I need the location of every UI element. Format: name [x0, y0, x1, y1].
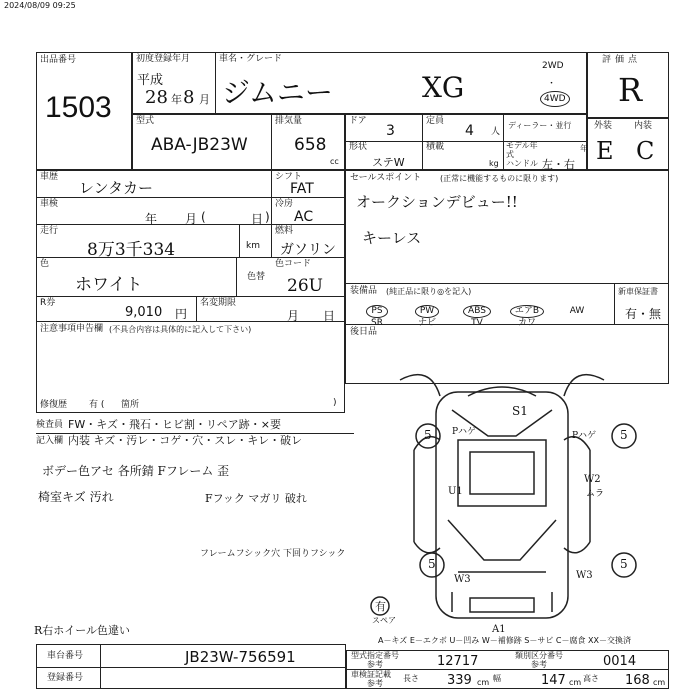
sales-point-label: セールスポイント: [350, 173, 422, 183]
color-value: ホワイト: [75, 275, 143, 295]
repair-label: 修復歴: [40, 400, 68, 410]
mileage-unit: km: [246, 241, 260, 251]
handle-right: 右: [564, 158, 575, 171]
handle-left: 左: [542, 158, 553, 171]
exterior-label: 外装: [594, 121, 613, 131]
capacity-value: 4: [465, 123, 474, 139]
registration-label: 初度登録年月: [136, 54, 191, 64]
class-no-label: 類別区分番号: [515, 651, 563, 660]
spare-label: スペア: [372, 616, 396, 625]
damage-legend: A－キズ E－エクボ U－凹み W－補修跡 S－サビ C－腐食 XX－交換済: [378, 636, 632, 645]
registration-month: 8: [183, 87, 195, 108]
equipment-label: 装備品: [350, 286, 378, 296]
expiry-month: 月: [287, 309, 300, 323]
entry-items: 内装 キズ・汚レ・コゲ・穴・スレ・キレ・破レ: [68, 434, 303, 447]
equipment-item-top: エアB: [510, 305, 544, 318]
color-code-value: 26U: [287, 276, 323, 296]
notes-label: 注意事項申告欄: [40, 324, 104, 334]
type-no-sub: 参考: [367, 660, 383, 669]
model-grade: XG: [422, 71, 465, 104]
registered-label: 登録番号: [47, 673, 84, 683]
dimensions-box: [346, 669, 669, 689]
displacement-unit: cc: [330, 157, 339, 166]
width-value: 147: [541, 673, 566, 688]
timestamp: 2024/08/09 09:25: [4, 1, 76, 10]
dimensions-sub: 参考: [367, 679, 383, 688]
load-unit: kg: [489, 159, 499, 168]
interior-label: 内装: [634, 121, 653, 131]
shape-label: 形状: [349, 142, 368, 152]
class-no-value: 0014: [603, 654, 637, 669]
inspector-items: FW・キズ・飛石・ヒビ割・リペア跡・×要: [68, 418, 281, 431]
model-box: 車名・グレード ジムニー XG 2WD ・ 4WD: [215, 52, 587, 114]
handle-label: ハンドル: [506, 159, 538, 168]
warranty-no: 無: [649, 307, 662, 321]
equipment-item-bottom: TV: [471, 318, 483, 328]
width-unit: cm: [569, 678, 582, 687]
equipment-item-top: PW: [415, 305, 439, 318]
ac-value: AC: [294, 209, 314, 225]
registration-year: 28: [145, 87, 168, 108]
length-value: 339: [447, 673, 472, 688]
inspector-note-5: R右ホイール色違い: [34, 624, 131, 637]
equipment-item-bottom: カワ: [517, 318, 536, 328]
type-no-value: 12717: [437, 654, 479, 669]
registration-month-unit: 月: [199, 93, 210, 106]
rating-value: R: [618, 71, 643, 109]
height-value: 168: [625, 673, 650, 688]
displacement-value: 658: [294, 135, 327, 155]
doors-value: 3: [386, 123, 395, 139]
inspector-note-2: 椅室キズ 汚れ: [38, 490, 114, 504]
expiry-day: 日: [323, 309, 336, 323]
class-no-sub: 参考: [531, 660, 547, 669]
shift-value: FAT: [290, 181, 314, 197]
mark-mura: ムラ: [586, 489, 605, 499]
mark-pillar-l: Pハゲ: [452, 427, 477, 437]
doors-label: ドア: [349, 116, 367, 126]
mileage-value: 8万3千334: [87, 240, 176, 260]
registration-era: 平成: [137, 73, 164, 88]
mark-w3-right: W3: [576, 570, 593, 581]
model-year-unit: 年: [580, 144, 588, 153]
height-label: 高さ: [583, 674, 599, 683]
inspector-label: 検査員: [36, 420, 64, 430]
capacity-unit: 人: [491, 127, 501, 137]
notes-sub: (不具合内容は具体的に記入して下さい): [109, 325, 252, 334]
lot-label: 出品番号: [40, 55, 77, 65]
capacity-label: 定員: [426, 116, 445, 126]
sales-point-line2: キーレス: [362, 229, 422, 247]
type-value: ABA-JB23W: [151, 135, 248, 155]
fuel-value: ガソリン: [280, 242, 336, 258]
chassis-value: JB23W-756591: [185, 648, 296, 666]
inspector-note-3: Fフック マガリ 破れ: [205, 492, 307, 505]
equipment-note: (純正品に限り◎を記入): [386, 287, 472, 296]
rating-label: 評価点: [602, 55, 642, 65]
recycle-unit: 円: [175, 307, 188, 321]
height-unit: cm: [653, 678, 666, 687]
repair-place: 箇所: [121, 400, 140, 410]
handle-box: モデル年式 年 ハンドル 左・右: [503, 141, 587, 170]
repair-close: ): [333, 398, 337, 408]
model-name: ジムニー: [222, 76, 333, 109]
warranty-box: 新車保証書 有・無: [614, 283, 669, 325]
mark-u1: U1: [448, 486, 463, 497]
displacement-label: 排気量: [275, 116, 303, 126]
type-label: 型式: [136, 116, 155, 126]
equipment-item-top: AW: [569, 306, 585, 316]
exterior-value: E: [596, 137, 614, 165]
rear-seat-label: 後日品: [350, 327, 378, 337]
color-change-label: 色替: [247, 272, 266, 282]
mark-pillar-r: Pハゲ: [572, 431, 597, 441]
sales-point-note: (正常に機能するものに限ります): [440, 174, 559, 183]
inspection-label: 車検: [40, 199, 59, 209]
sales-point-line1: オークションデビュー!!: [356, 193, 518, 211]
recycle-label: R券: [40, 298, 56, 308]
interior-value: C: [636, 137, 655, 165]
type-no-label: 型式指定番号: [351, 651, 399, 660]
inspection-paren-close: ): [265, 210, 270, 224]
equipment-item-top: PS: [366, 305, 387, 318]
spare-mark: 有: [375, 600, 386, 613]
dimensions-label: 車検証記載: [351, 670, 391, 679]
equipment-item-bottom: SR: [371, 318, 383, 328]
length-unit: cm: [477, 678, 490, 687]
tire-rr: 5: [620, 557, 628, 571]
shape-value: ステW: [372, 156, 405, 169]
color-label: 色: [40, 259, 50, 269]
registered-box: [36, 667, 346, 689]
inspection-month: 月: [185, 212, 198, 226]
dealer-label: ディーラー・並行: [508, 121, 572, 130]
tire-fr: 5: [620, 428, 628, 442]
type-no-box: [346, 650, 669, 670]
tire-fl: 5: [424, 428, 432, 442]
mileage-label: 走行: [40, 226, 59, 236]
inspector-note-1: ボデー色アセ 各所錆 Fフレーム 歪: [42, 464, 230, 478]
mark-w2: W2: [584, 474, 601, 485]
mark-a1: A1: [492, 624, 506, 635]
ac-label: 冷房: [275, 199, 294, 209]
color-code-label: 色コード: [275, 259, 312, 269]
tire-rl: 5: [428, 557, 436, 571]
repair-value: 有 (: [89, 400, 105, 410]
inspection-paren-open: (: [201, 210, 206, 224]
expiry-label: 名変期限: [200, 298, 237, 308]
length-label: 長さ: [403, 674, 419, 683]
drive-2wd: 2WD: [542, 61, 564, 71]
recycle-value: 9,010: [125, 305, 163, 320]
fuel-label: 燃料: [275, 226, 294, 236]
equipment-item-bottom: ナビ: [417, 318, 436, 328]
chassis-label: 車台番号: [47, 651, 84, 661]
model-label: 車名・グレード: [219, 54, 283, 64]
warranty-label: 新車保証書: [618, 287, 658, 296]
drive-4wd: 4WD: [540, 91, 570, 107]
chassis-box: [36, 644, 346, 668]
model-year-label: モデル年式: [506, 141, 538, 159]
history-value: レンタカー: [79, 179, 154, 197]
load-label: 積載: [426, 142, 445, 152]
inspector-note-4: フレームフシック穴 下回りフシック: [200, 549, 346, 559]
lot-number: 1503: [45, 91, 112, 124]
entry-label: 記入欄: [36, 436, 64, 446]
equipment-item-top: ABS: [463, 305, 491, 318]
mark-w3-left: W3: [454, 574, 471, 585]
inspection-day: 日: [251, 212, 264, 226]
history-label: 車歴: [40, 172, 59, 182]
inspection-year: 年: [145, 212, 158, 226]
shift-label: シフト: [275, 172, 303, 182]
mark-s1: S1: [512, 404, 528, 418]
warranty-yes: 有: [625, 307, 638, 321]
registration-year-unit: 年: [171, 93, 182, 106]
width-label: 幅: [493, 674, 501, 683]
